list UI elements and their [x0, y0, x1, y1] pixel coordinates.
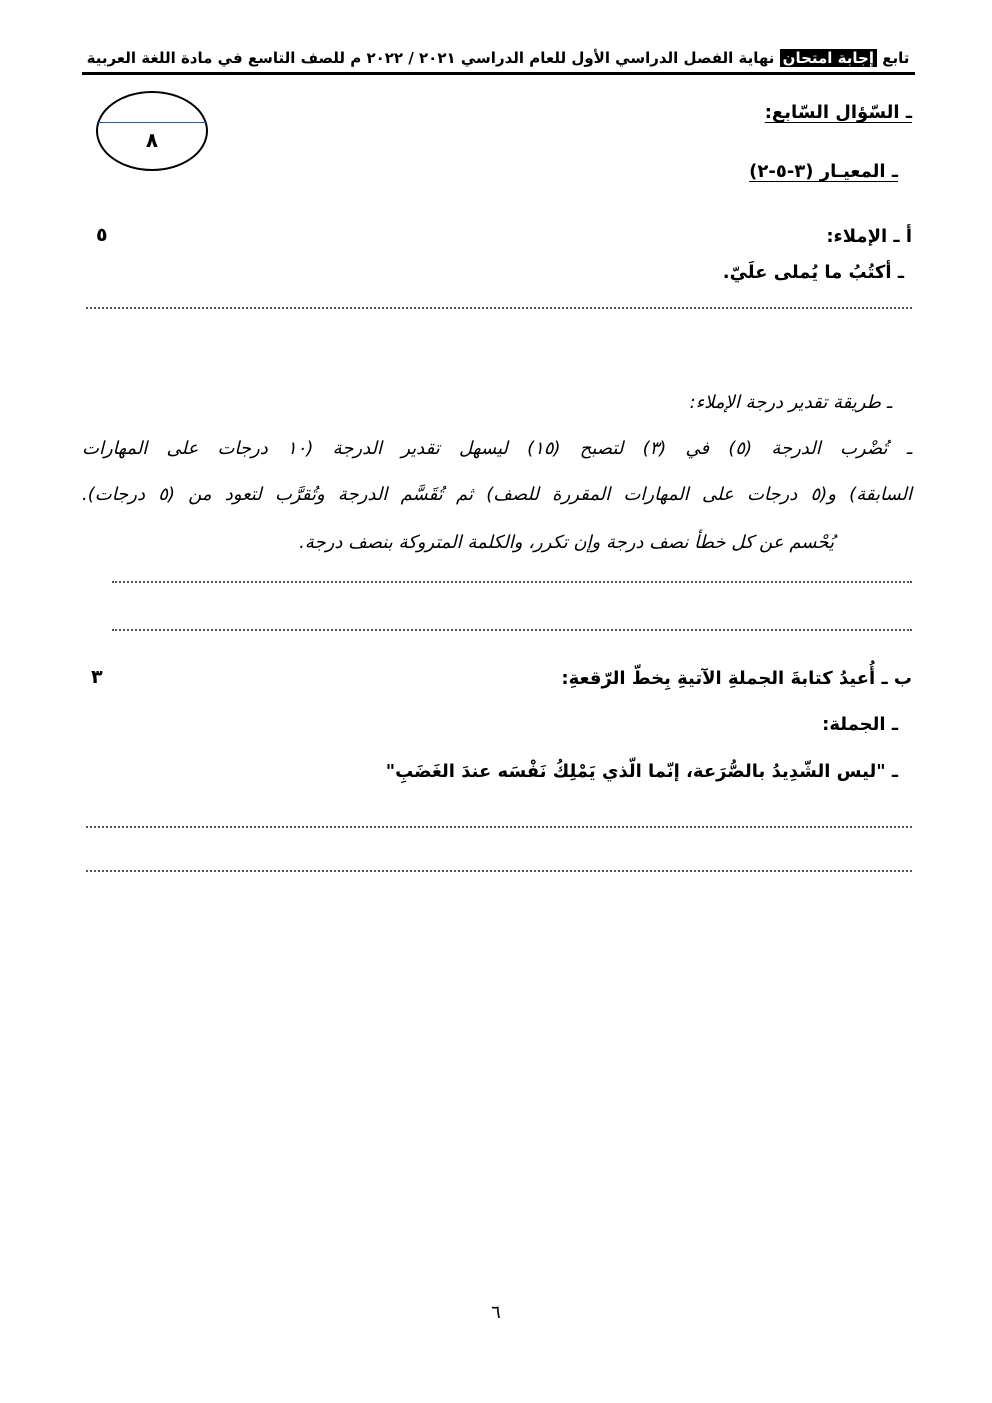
question-title: ـ السّؤال السّابع: — [764, 102, 912, 123]
total-score: ٨ — [145, 128, 159, 152]
criterion: ـ المعيـار (٣-٥-٢) — [749, 161, 898, 182]
header-highlight: إجابة امتحان — [780, 49, 877, 67]
grading-line-3: يُحْسم عن كل خطأ نصف درجة وإن تكرر، والكلمة المتروكة بنصف درجة. — [299, 532, 834, 553]
page-header — [82, 44, 914, 72]
part-b-score: ٣ — [91, 666, 103, 688]
part-a-title: أ ـ الإملاء: — [826, 226, 912, 247]
answer-line — [86, 826, 912, 828]
sentence-label: ـ الجملة: — [822, 714, 898, 735]
header-rule — [82, 72, 915, 75]
header-prefix: تابع — [882, 49, 910, 67]
score-oval-divider — [97, 122, 207, 123]
part-b-title: ب ـ أُعيدُ كتابةَ الجملةِ الآتيةِ بِخطّ الرّقعةِ: — [561, 668, 912, 689]
answer-line — [86, 870, 912, 872]
header-title: نهاية الفصل الدراسي الأول للعام الدراسي ٢٠٢١ / ٢٠٢٢ م للصف التاسع في مادة اللغة العربية — [86, 49, 775, 67]
part-a-instruction: ـ أكتُبُ ما يُملى علَيّ. — [722, 262, 904, 283]
grading-title: ـ طريقة تقدير درجة الإملاء: — [689, 392, 892, 413]
part-a-score: ٥ — [96, 224, 108, 246]
page-number: ٦ — [491, 1302, 501, 1323]
grading-line-1: ـ تُضْرب الدرجة (٥) في (٣) لتصبح (١٥) ليسهل تقدير الدرجة (١٠ درجات على المهارات — [82, 438, 912, 459]
answer-line — [112, 581, 912, 583]
sentence-text: ـ "ليس الشّدِيدُ بالصُّرَعة، إنّما الّذي يَمْلِكُ نَفْسَه عندَ الغَضَبِ" — [385, 761, 898, 782]
answer-line — [86, 307, 912, 309]
answer-line — [112, 629, 912, 631]
grading-line-2: السابقة) و(٥ درجات على المهارات المقررة للصف) ثم تُقَسَّم الدرجة وتُقرَّب لتعود من (٥ درجات). — [82, 484, 912, 505]
